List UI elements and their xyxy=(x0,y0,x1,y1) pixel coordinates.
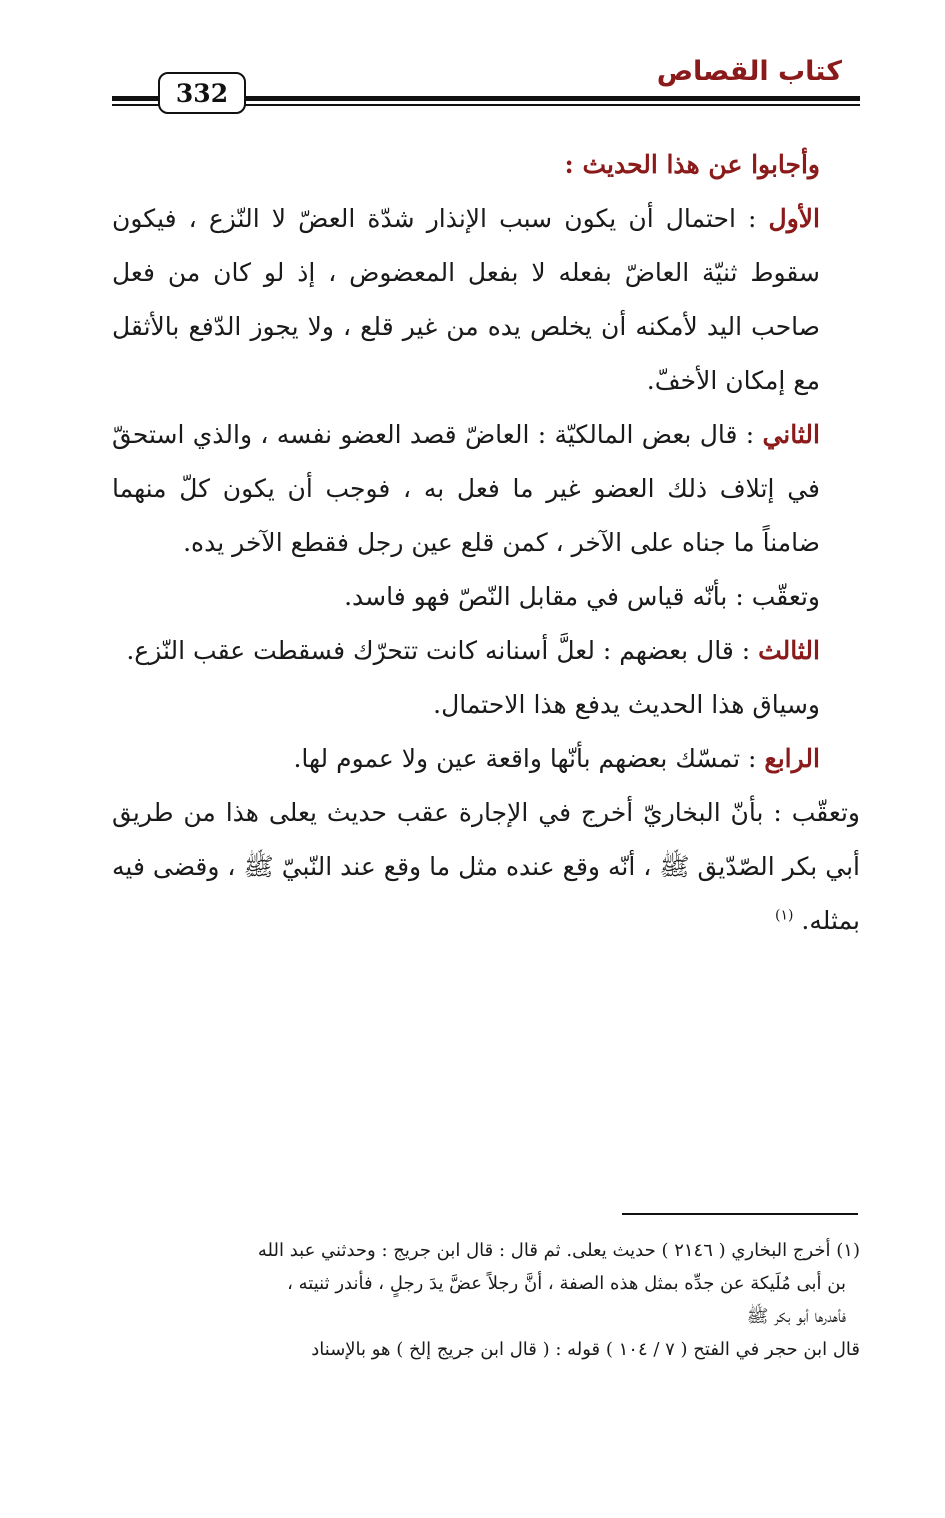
paragraph-fourth-text: : تمسّك بعضهم بأنّها واقعة عين ولا عموم لها. xyxy=(293,744,765,773)
paragraph-rebuttal-2 xyxy=(112,786,860,948)
paragraph-rebuttal-2-text: وتعقّب : بأنّ البخاريّ أخرج في الإجارة عقب حديث يعلى هذا من طريق أبي بكر الصّدّيق ﷺ ، أنّه وقع عنده مثل ما وقع عند النّبيّ ﷺ ، وقضى فيه بمثله. xyxy=(112,798,860,935)
label-first: الأول xyxy=(768,204,820,233)
paragraph-first-text: : احتمال أن يكون سبب الإنذار شدّة العضّ لا النّزع ، فيكون سقوط ثنيّة العاضّ بفعله لا بفعل المعضوض ، إذ لو كان من فعل صاحب اليد لأمكنه أن يخلص يده من غير قلع ، ولا يجوز الدّفع بالأثقل مع إمكان الأخفّ. xyxy=(112,204,820,395)
footnote-2-line-1: قال ابن حجر في الفتح ( ٧ / ١٠٤ ) قوله : ( قال ابن جريج إلخ ) هو بالإسناد xyxy=(311,1339,860,1360)
footnote-separator xyxy=(622,1213,858,1215)
label-fourth: الرابع xyxy=(764,744,820,773)
footnote-1-line-1: (١) أخرج البخاري ( ٢١٤٦ ) حديث يعلى. ثم قال : قال ابن جريج : وحدثني عبد الله xyxy=(257,1240,860,1261)
paragraph-third-text: : قال بعضهم : لعلَّ أسنانه كانت تتحرّك فسقطت عقب النّزع. xyxy=(126,636,759,665)
main-text xyxy=(112,138,860,948)
footnotes xyxy=(112,1234,860,1366)
paragraph-rebuttal-1: وتعقّب : بأنّه قياس في مقابل النّصّ فهو فاسد. xyxy=(344,582,820,611)
paragraph-third xyxy=(112,624,860,678)
label-third: الثالث xyxy=(758,636,820,665)
footnote-1-line-2: بن أبى مُلَيكة عن جدِّه بمثل هذه الصفة ، أنَّ رجلاً عضَّ يدَ رجلٍ ، فأندر ثنيته ، xyxy=(287,1273,846,1294)
paragraph-fourth xyxy=(112,732,860,786)
page-number: 332 xyxy=(158,72,246,114)
footnote-ref[interactable]: (١) xyxy=(774,907,794,924)
footnote-1-line-3: فأهدرها أبو بكر ﷺ xyxy=(746,1306,846,1327)
paragraph-second-text: : قال بعض المالكيّة : العاضّ قصد العضو نفسه ، والذي استحقّ في إتلاف ذلك العضو غير ما فعل به ، فوجب أن يكون كلّ منهما ضامناً ما جناه على الآخر ، كمن قلع عين رجل فقطع الآخر يده. xyxy=(112,420,820,557)
book-title: كتاب القصاص xyxy=(656,56,842,87)
paragraph-context: وسياق هذا الحديث يدفع هذا الاحتمال. xyxy=(433,690,820,719)
label-second: الثاني xyxy=(762,420,820,449)
page-header xyxy=(112,52,860,118)
paragraph-second xyxy=(112,408,860,570)
paragraph-first xyxy=(112,192,860,408)
section-heading: وأجابوا عن هذا الحديث : xyxy=(564,150,820,179)
